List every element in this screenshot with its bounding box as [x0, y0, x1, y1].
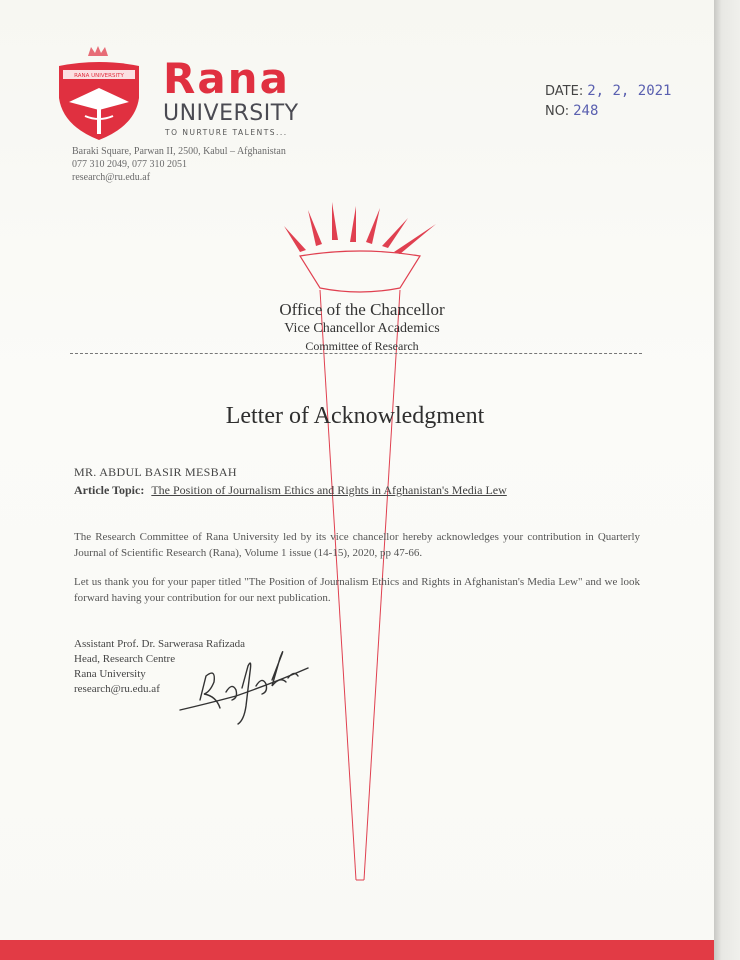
office-line-3: Committee of Research [305, 339, 419, 353]
footer-bar [0, 940, 714, 960]
handwritten-signature [176, 646, 316, 730]
date-field [545, 82, 672, 100]
brand-subtitle: UNIVERSITY [163, 101, 299, 126]
shield-text: RANA UNIVERSITY [74, 73, 124, 79]
topic-value: The Position of Journalism Ethics and Rights in Afghanistan's Media Lew [151, 483, 507, 497]
topic-label: Article Topic: [74, 483, 145, 497]
paragraph-2: Let us thank you for your paper titled "The Position of Journalism Ethics and Rights in Afghanistan's Media Lew" and we look forward having your contribution for our next publication. [74, 576, 640, 604]
university-shield-logo [55, 58, 143, 142]
email-line: research@ru.edu.af [72, 172, 151, 183]
paragraph-1: The Research Committee of Rana University led by its vice chancellor hereby acknowledges your contribution in Quarterly Journal of Scientific Research (Rana), Volume 1 issue (14-15), 2020, pp 47-66. [74, 531, 640, 559]
address-line: Baraki Square, Parwan II, 2500, Kabul – Afghanistan [72, 146, 286, 157]
phone-line: 077 310 2049, 077 310 2051 [72, 159, 187, 170]
office-line-1: Office of the Chancellor [279, 300, 445, 319]
number-value: 248 [573, 103, 599, 119]
signatory-role: Head, Research Centre [74, 653, 176, 665]
letter-title: Letter of Acknowledgment [225, 403, 485, 429]
number-field [545, 102, 598, 120]
signatory-name: Assistant Prof. Dr. Sarwerasa Rafizada [74, 638, 246, 650]
header-divider [70, 353, 642, 354]
signatory-org: Rana University [74, 668, 146, 680]
scan-edge [714, 0, 740, 960]
crown-icon [86, 44, 110, 58]
brand-name: Rana [163, 54, 290, 103]
date-label: DATE: [545, 84, 584, 99]
office-line-2: Vice Chancellor Academics [284, 321, 440, 336]
article-topic [74, 483, 507, 498]
brand-tagline: TO NURTURE TALENTS... [165, 128, 288, 137]
recipient-name: MR. ABDUL BASIR MESBAH [74, 465, 237, 479]
number-label: NO: [545, 104, 570, 119]
date-value: 2, 2, 2021 [587, 83, 672, 99]
signatory-email: research@ru.edu.af [74, 683, 160, 695]
